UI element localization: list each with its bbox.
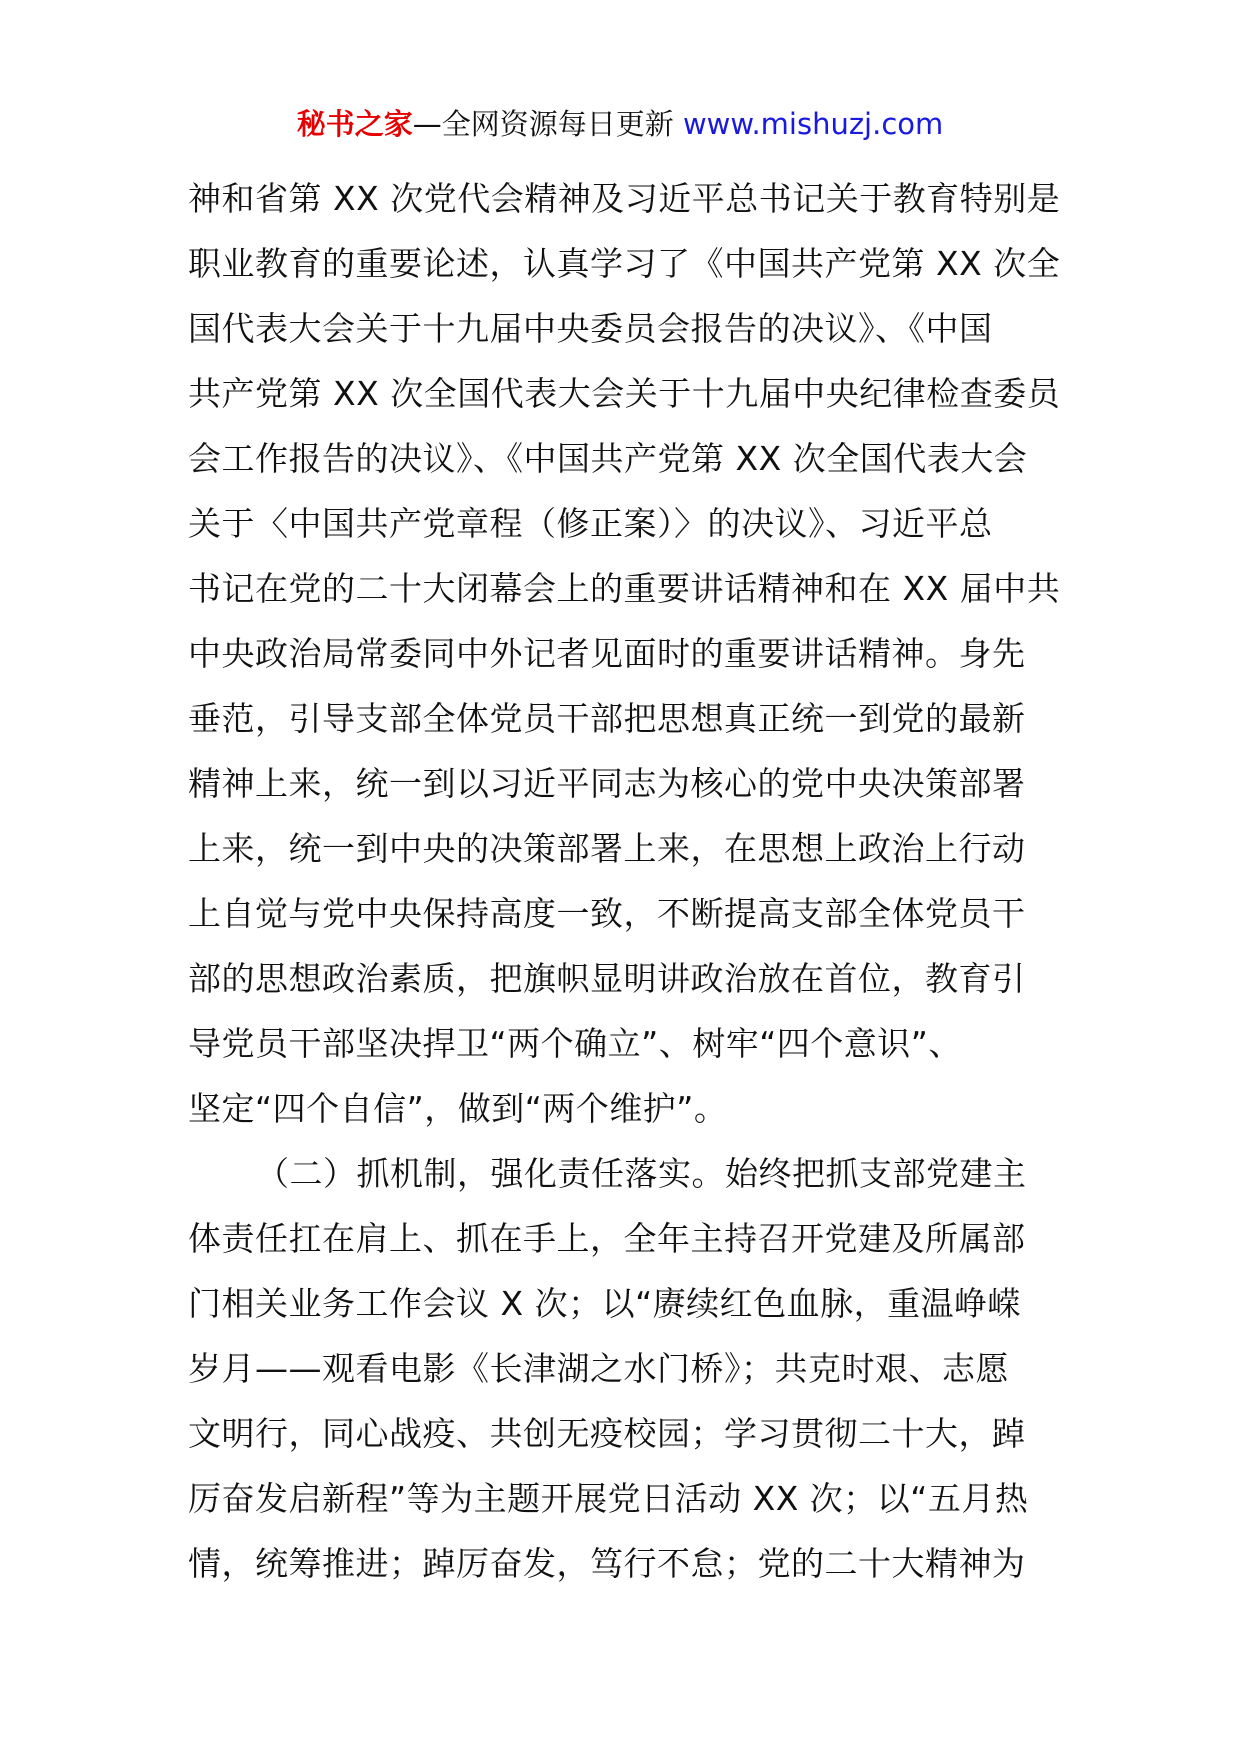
- text-line: 国代表大会关于十九届中央委员会报告的决议》、《中国: [188, 309, 993, 348]
- text-line: 文明行，同心战疫、共创无疫校园；学习贯彻二十大，踔: [188, 1414, 1026, 1453]
- text-line: 职业教育的重要论述，认真学习了《中国共产党第 XX 次全: [188, 244, 1061, 283]
- text-line: 导党员干部坚决捍卫“两个确立”、树牢“四个意识”、: [188, 1024, 962, 1063]
- brand-name: 秘书之家: [296, 107, 413, 141]
- text-line: 情，统筹推进；踔厉奋发，笃行不怠；党的二十大精神为: [188, 1544, 1026, 1583]
- text-line: 上来，统一到中央的决策部署上来，在思想上政治上行动: [188, 829, 1026, 868]
- text-line: 共产党第 XX 次全国代表大会关于十九届中央纪律检查委员: [188, 374, 1061, 413]
- text-line: 会工作报告的决议》、《中国共产党第 XX 次全国代表大会: [188, 439, 1028, 478]
- text-line: 中央政治局常委同中外记者见面时的重要讲话精神。身先: [188, 634, 1026, 673]
- text-line: 精神上来，统一到以习近平同志为核心的党中央决策部署: [188, 764, 1026, 803]
- text-line: 神和省第 XX 次党代会精神及习近平总书记关于教育特别是: [188, 179, 1061, 218]
- site-header: [0, 102, 1240, 146]
- text-line: 书记在党的二十大闭幕会上的重要讲话精神和在 XX 届中共: [188, 569, 1061, 608]
- document-body: [188, 166, 1061, 1596]
- text-line: 垂范，引导支部全体党员干部把思想真正统一到党的最新: [188, 699, 1026, 738]
- text-line: 上自觉与党中央保持高度一致，不断提高支部全体党员干: [188, 894, 1026, 933]
- text-line: 关于〈中国共产党章程（修正案）〉的决议》、习近平总: [188, 504, 993, 543]
- text-line: 坚定“四个自信”，做到“两个维护”。: [188, 1089, 728, 1128]
- text-line: 部的思想政治素质，把旗帜显明讲政治放在首位，教育引: [188, 959, 1026, 998]
- text-line: 门相关业务工作会议 X 次；以“赓续红色血脉，重温峥嵘: [188, 1284, 1022, 1323]
- section-heading-line: （二）抓机制，强化责任落实。始终把抓支部党建主: [256, 1154, 1027, 1193]
- text-line: 厉奋发启新程”等为主题开展党日活动 XX 次；以“五月热: [188, 1479, 1029, 1518]
- header-slogan: —全网资源每日更新: [412, 107, 683, 141]
- site-url-link[interactable]: www.mishuzj.com: [682, 107, 944, 141]
- text-line: 岁月——观看电影《长津湖之水门桥》；共克时艰、志愿: [188, 1349, 1009, 1388]
- text-line: 体责任扛在肩上、抓在手上，全年主持召开党建及所属部: [188, 1219, 1026, 1258]
